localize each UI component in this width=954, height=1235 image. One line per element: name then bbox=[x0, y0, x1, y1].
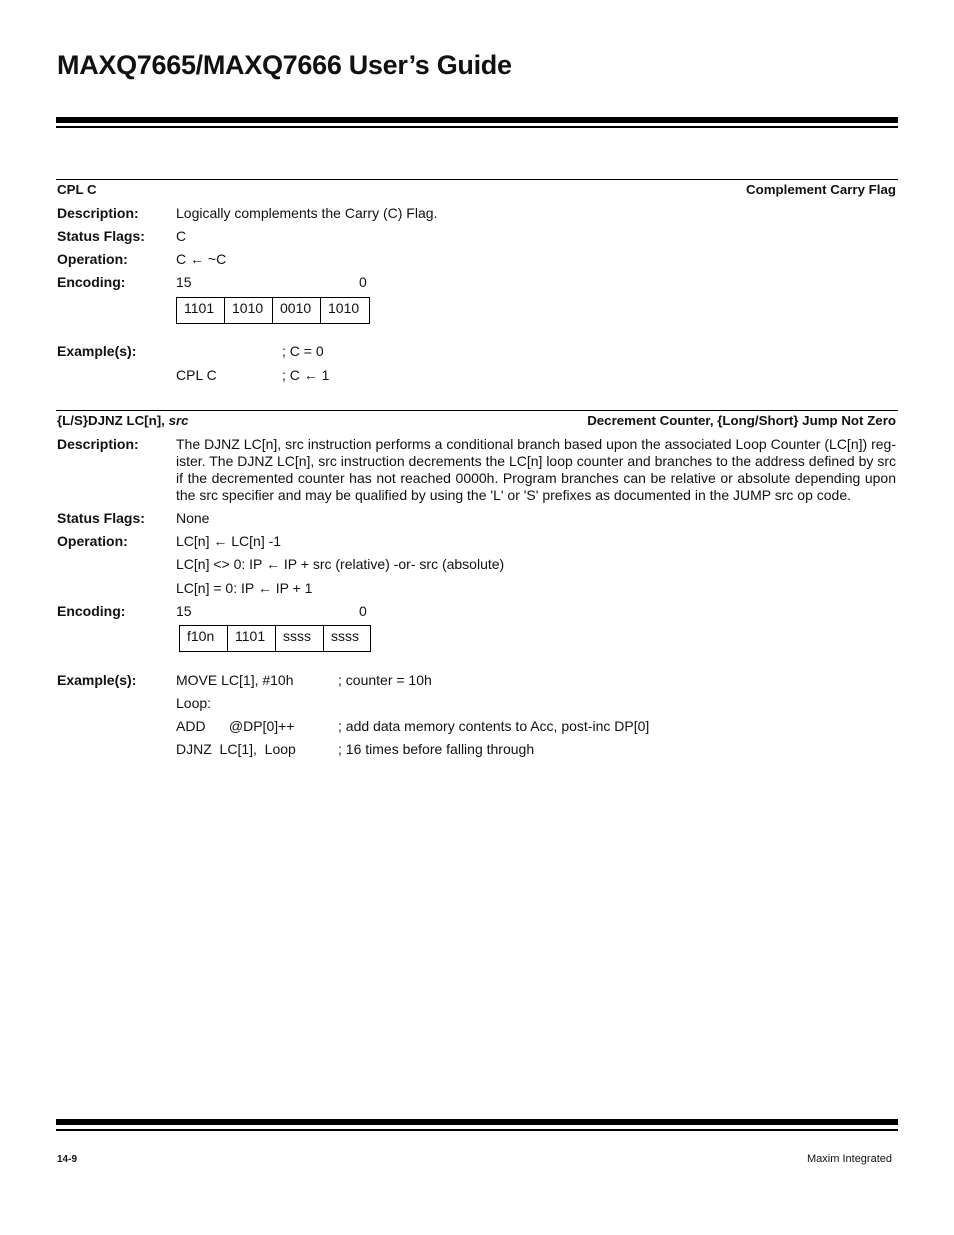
status-flags-label: Status Flags: bbox=[57, 510, 145, 526]
description-text: Logically complements the Carry (C) Flag. bbox=[176, 205, 438, 221]
operation-text: C ← ~C bbox=[176, 251, 227, 267]
encoding-nibble: 1101 bbox=[228, 626, 276, 651]
encoding-nibble: ssss bbox=[331, 628, 359, 644]
encoding-nibble: 1010 bbox=[225, 298, 273, 323]
examples-label: Example(s): bbox=[57, 672, 137, 688]
description-label: Description: bbox=[57, 205, 139, 221]
encoding-label: Encoding: bbox=[57, 274, 126, 290]
status-flags-label: Status Flags: bbox=[57, 228, 145, 244]
encoding-label: Encoding: bbox=[57, 603, 126, 619]
operation-line: LC[n] <> 0: IP ← IP + src (relative) -or- src (absolute) bbox=[176, 556, 505, 572]
example-code: CPL C bbox=[176, 367, 217, 383]
encoding-nibble: ssss bbox=[276, 626, 324, 651]
encoding-bit-high: 15 bbox=[176, 274, 192, 290]
footer-rule-thin bbox=[56, 1129, 898, 1131]
company-name: Maxim Integrated bbox=[807, 1153, 892, 1165]
examples-label: Example(s): bbox=[57, 343, 137, 359]
operation-label: Operation: bbox=[57, 533, 128, 549]
footer-rule-thick bbox=[56, 1119, 898, 1125]
status-flags-value: C bbox=[176, 228, 187, 244]
example-comment: ; C ← 1 bbox=[282, 367, 330, 383]
encoding-nibble: 0010 bbox=[273, 298, 321, 323]
encoding-nibble: 1010 bbox=[328, 300, 360, 316]
encoding-box bbox=[179, 625, 371, 652]
encoding-bit-high: 15 bbox=[176, 603, 192, 619]
example-code: Loop: bbox=[176, 695, 212, 711]
example-comment: ; 16 times before falling through bbox=[338, 741, 535, 757]
example-code: MOVE LC[1], #10h bbox=[176, 672, 294, 688]
instruction-name: Decrement Counter, {Long/Short} Jump Not Zero bbox=[587, 413, 896, 428]
example-code: ADD @DP[0]++ bbox=[176, 718, 295, 734]
section-rule-cpl bbox=[56, 179, 898, 180]
encoding-nibble: f10n bbox=[180, 626, 228, 651]
instruction-mnemonic: {L/S}DJNZ LC[n], src bbox=[57, 413, 189, 428]
example-comment: ; C = 0 bbox=[282, 343, 324, 359]
example-code: DJNZ LC[1], Loop bbox=[176, 741, 296, 757]
description-label: Description: bbox=[57, 436, 139, 452]
operation-label: Operation: bbox=[57, 251, 128, 267]
encoding-bit-low: 0 bbox=[359, 603, 367, 619]
header-rule-thick bbox=[56, 117, 898, 123]
header-rule-thin bbox=[56, 126, 898, 128]
section-rule-djnz bbox=[56, 410, 898, 411]
encoding-bit-low: 0 bbox=[359, 274, 367, 290]
instruction-name: Complement Carry Flag bbox=[746, 182, 896, 197]
page-number: 14-9 bbox=[57, 1154, 78, 1165]
status-flags-value: None bbox=[176, 510, 210, 526]
description-text: The DJNZ LC[n], src instruction performs a conditional branch based upon the associated Loop Counter (LC[n]) reg-ister. The DJNZ LC[n], src instruction decrements the LC[n] loop counter and branches to the address defined by src if the decremented counter has not reached 0000h. Program branches can be relative or absolute depending upon the src specifier and may be qualified by using the 'L' or 'S' prefixes as documented in the JUMP src op code. bbox=[176, 436, 896, 503]
operation-line: LC[n] ← LC[n] -1 bbox=[176, 533, 282, 549]
example-comment: ; counter = 10h bbox=[338, 672, 432, 688]
page-title: MAXQ7665/MAXQ7666 User’s Guide bbox=[57, 50, 512, 80]
encoding-box bbox=[176, 297, 370, 324]
encoding-nibble: 1101 bbox=[177, 298, 225, 323]
operation-line: LC[n] = 0: IP ← IP + 1 bbox=[176, 580, 313, 596]
instruction-mnemonic: CPL C bbox=[57, 182, 97, 197]
example-comment: ; add data memory contents to Acc, post-inc DP[0] bbox=[338, 718, 650, 734]
